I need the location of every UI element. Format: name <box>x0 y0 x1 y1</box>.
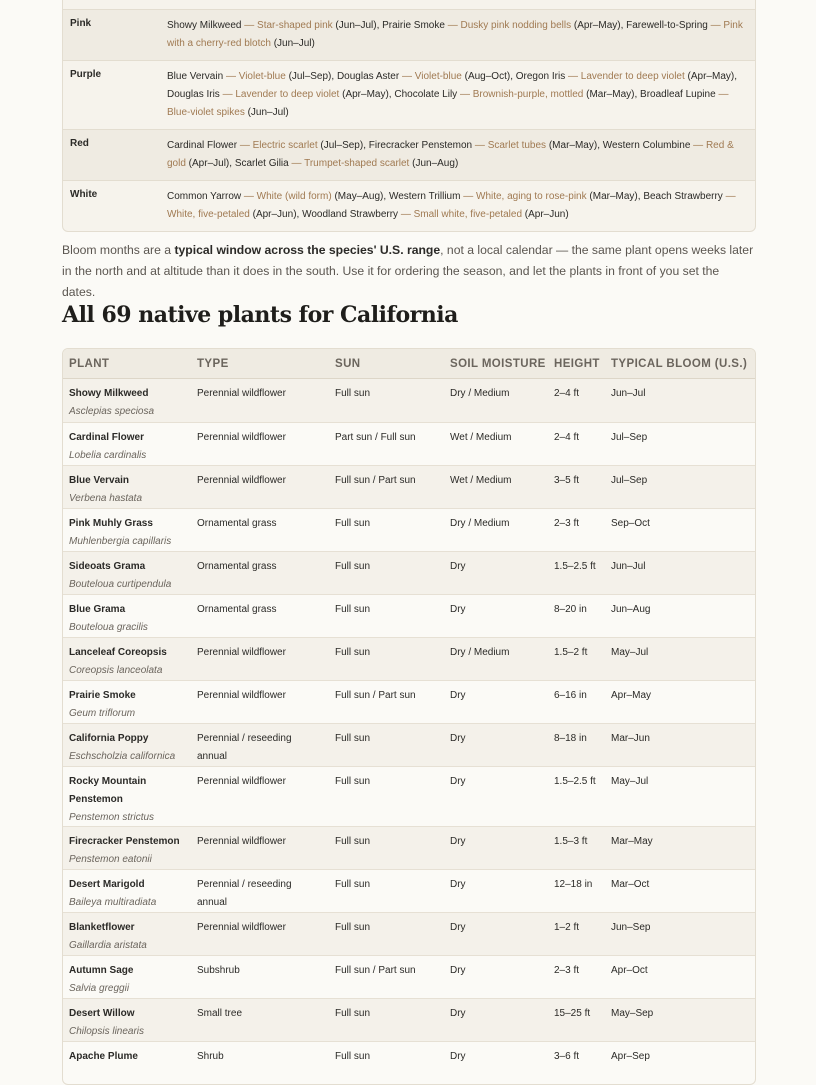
sun-cell: Full sun / Part sun <box>335 965 416 976</box>
type-cell: Ornamental grass <box>197 561 277 572</box>
plant-color-desc: — Red & gold <box>167 140 734 169</box>
bloom-cell: Mar–Oct <box>611 879 650 890</box>
color-label: Red <box>70 138 89 149</box>
plants-table <box>62 348 756 1085</box>
bloom-cell: Jun–Aug <box>611 604 651 615</box>
plant-scientific-name: Lobelia cardinalis <box>69 450 147 461</box>
height-cell: 1.5–2.5 ft <box>554 561 596 572</box>
plant-common-name[interactable]: Autumn Sage <box>69 965 134 976</box>
sun-cell: Full sun <box>335 776 371 787</box>
table-row[interactable] <box>63 1041 755 1084</box>
type-cell: Small tree <box>197 1008 243 1019</box>
bloom-months: Jul–Sep <box>323 140 360 151</box>
section-title: All 69 native plants for California <box>62 302 458 328</box>
table-row[interactable] <box>63 379 755 422</box>
color-label <box>63 0 167 9</box>
color-desc-text: Dusky pink nodding bells <box>460 20 572 31</box>
bloom-cell: Jun–Jul <box>611 388 646 399</box>
plant-cell <box>63 730 197 766</box>
type-cell: Perennial / reseeding annual <box>197 879 292 908</box>
plant-name[interactable]: Beach Strawberry <box>643 191 723 202</box>
bloom-cell: Apr–Oct <box>611 965 648 976</box>
plant-name[interactable]: Chocolate Lily <box>394 89 458 100</box>
color-row <box>63 60 755 129</box>
plant-color-desc: — Violet-blue <box>401 71 462 82</box>
plant-name[interactable]: Firecracker Penstemon <box>368 140 473 151</box>
note-text-end: , not a local calendar — the same plant opens weeks later in the north and at altitude than it does in the south. Use it for ordering the season, and let the plants in front of you set the dates. <box>62 243 754 299</box>
type-cell: Ornamental grass <box>197 518 277 529</box>
col-type[interactable]: TYPE <box>197 357 229 370</box>
plant-common-name[interactable]: Desert Willow <box>69 1008 135 1019</box>
color-desc-text: Lavender to deep violet <box>235 89 340 100</box>
color-row <box>63 180 755 231</box>
table-row[interactable] <box>63 422 755 465</box>
sun-cell: Full sun / Part sun <box>335 690 416 701</box>
plant-color-desc: — Brownish-purple, mottled <box>459 89 584 100</box>
col-height[interactable]: HEIGHT <box>554 357 600 370</box>
table-row[interactable] <box>63 869 755 912</box>
sun-cell: Full sun <box>335 1051 371 1062</box>
table-row[interactable] <box>63 508 755 551</box>
plant-scientific-name: Gaillardia aristata <box>69 940 147 951</box>
plant-common-name[interactable]: Blue Vervain <box>69 475 130 486</box>
plant-cell <box>63 429 197 465</box>
plant-cell <box>63 385 197 422</box>
plant-common-name[interactable]: Apache Plume <box>69 1051 138 1062</box>
plant-scientific-name: Eschscholzia californica <box>69 751 176 762</box>
plant-cell <box>63 1005 197 1041</box>
plant-scientific-name: Verbena hastata <box>69 493 143 504</box>
plant-common-name[interactable]: Sideoats Grama <box>69 561 146 572</box>
plant-cell <box>63 687 197 723</box>
plant-common-name[interactable]: Pink Muhly Grass <box>69 518 153 529</box>
plant-common-name[interactable]: Desert Marigold <box>69 879 145 890</box>
bloom-cell: Jul–Sep <box>611 432 648 443</box>
note-text: Bloom months are a <box>62 243 175 257</box>
type-cell: Perennial wildflower <box>197 475 286 486</box>
sun-cell: Full sun / Part sun <box>335 475 416 486</box>
height-cell: 8–18 in <box>554 733 587 744</box>
color-desc-text: Violet-blue <box>414 71 462 82</box>
plant-cell <box>63 1048 197 1084</box>
height-cell: 1.5–2 ft <box>554 647 588 658</box>
soil-cell: Dry <box>450 690 466 701</box>
bloom-months: Jun–Jul <box>338 20 374 31</box>
soil-cell: Dry <box>450 879 466 890</box>
color-label: Pink <box>70 18 92 29</box>
bloom-months: May–Aug <box>337 191 381 202</box>
bloom-note <box>62 240 754 303</box>
plant-name[interactable]: Blue Vervain <box>167 71 224 82</box>
soil-cell: Dry / Medium <box>450 518 510 529</box>
plant-name[interactable]: Douglas Aster <box>336 71 400 82</box>
color-desc-text: Lavender to deep violet <box>580 71 685 82</box>
soil-cell: Dry <box>450 1008 466 1019</box>
plant-cell <box>63 876 197 912</box>
plant-cell <box>63 472 197 508</box>
plant-name[interactable]: Cardinal Flower <box>167 140 238 151</box>
bloom-cell: May–Jul <box>611 776 649 787</box>
type-cell: Perennial wildflower <box>197 690 286 701</box>
plant-common-name[interactable]: Rocky Mountain Penstemon <box>69 776 147 805</box>
plant-cell <box>63 558 197 594</box>
plant-scientific-name: Chilopsis linearis <box>69 1026 145 1037</box>
col-sun[interactable]: SUN <box>335 357 361 370</box>
plant-name[interactable]: Western Columbine <box>602 140 691 151</box>
plant-cell <box>63 773 197 826</box>
col-plant[interactable]: PLANT <box>69 357 110 370</box>
table-row[interactable] <box>63 551 755 594</box>
color-desc-text: Red & gold <box>167 140 734 169</box>
sun-cell: Full sun <box>335 561 371 572</box>
plant-color-desc: — Lavender to deep violet <box>568 71 685 82</box>
soil-cell: Dry <box>450 922 466 933</box>
height-cell: 3–5 ft <box>554 475 580 486</box>
height-cell: 15–25 ft <box>554 1008 591 1019</box>
plant-name[interactable]: Douglas Iris <box>167 89 220 100</box>
plant-common-name[interactable]: Blue Grama <box>69 604 126 615</box>
bloom-months: Mar–May <box>589 89 632 100</box>
height-cell: 1.5–2.5 ft <box>554 776 596 787</box>
plant-color-desc: — Trumpet-shaped scarlet <box>291 158 410 169</box>
bloom-cell: May–Sep <box>611 1008 654 1019</box>
sun-cell: Full sun <box>335 922 371 933</box>
plant-color-desc: — White, five-petaled <box>167 191 736 220</box>
plant-common-name[interactable]: Cardinal Flower <box>69 432 145 443</box>
bloom-cell: Mar–Jun <box>611 733 650 744</box>
plant-common-name[interactable]: Prairie Smoke <box>69 690 136 701</box>
plant-color-desc: — Electric scarlet <box>239 140 318 151</box>
sun-cell: Full sun <box>335 647 371 658</box>
color-plants: Common Yarrow — White (wild form) (May–Aug), Western Trillium — White, aging to rose-pink (Mar–May), Beach Strawberry — White, five-petaled (Apr–Jun), Woodland Strawberry — Small white, five-petaled (Apr–Jun) <box>167 191 736 220</box>
bloom-cell: May–Jul <box>611 647 649 658</box>
soil-cell: Dry / Medium <box>450 647 510 658</box>
plant-color-desc: — Small white, five-petaled <box>400 209 523 220</box>
plant-color-desc: — Dusky pink nodding bells <box>447 20 572 31</box>
plant-color-desc: — Pink with a cherry-red blotch <box>167 20 743 49</box>
plant-scientific-name: Baileya multiradiata <box>69 897 157 908</box>
plant-cell <box>63 515 197 551</box>
table-row[interactable] <box>63 955 755 998</box>
plant-common-name[interactable]: Blanketflower <box>69 922 135 933</box>
bloom-cell: Jun–Jul <box>611 561 646 572</box>
sun-cell: Full sun <box>335 879 371 890</box>
sun-cell: Full sun <box>335 388 371 399</box>
height-cell: 1.5–3 ft <box>554 836 588 847</box>
bloom-cell: Mar–May <box>611 836 653 847</box>
plant-name[interactable]: Scarlet Gilia <box>234 158 289 169</box>
bloom-cell: Jun–Sep <box>611 922 651 933</box>
table-row[interactable] <box>63 465 755 508</box>
soil-cell: Dry / Medium <box>450 388 510 399</box>
color-plants: Cardinal Flower — Electric scarlet (Jul–Sep), Firecracker Penstemon — Scarlet tubes (Mar–May), Western Columbine — Red & gold (Apr–Jul), Scarlet Gilia — Trumpet-shaped scarlet (Jun–Aug) <box>167 140 734 169</box>
color-desc-text: Pink with a cherry-red blotch <box>167 20 743 49</box>
plant-cell <box>63 962 197 998</box>
plant-scientific-name: Penstemon eatonii <box>69 854 152 865</box>
color-plants: Showy Milkweed — Star-shaped pink (Jun–Jul), Prairie Smoke — Dusky pink nodding bells (Apr–May), Farewell-to-Spring — Pink with a cherry-red blotch (Jun–Jul) <box>167 20 743 49</box>
bloom-months: Jun–Jul <box>277 38 312 49</box>
height-cell: 2–4 ft <box>554 432 580 443</box>
bloom-cell: Jul–Sep <box>611 475 648 486</box>
plant-common-name[interactable]: Lanceleaf Coreopsis <box>69 647 167 658</box>
color-desc-text: Scarlet tubes <box>487 140 547 151</box>
bloom-cell: Apr–Sep <box>611 1051 650 1062</box>
plant-color-desc: — Violet-blue <box>225 71 286 82</box>
table-body <box>63 379 755 1084</box>
note-emphasis: typical window across the species' U.S. range <box>174 243 441 257</box>
type-cell: Subshrub <box>197 965 240 976</box>
sun-cell: Full sun <box>335 518 371 529</box>
sun-cell: Full sun <box>335 604 371 615</box>
color-row <box>63 9 755 60</box>
plant-name[interactable]: Showy Milkweed <box>167 20 242 31</box>
table-row[interactable] <box>63 766 755 826</box>
color-plants: Blue Vervain — Violet-blue (Jul–Sep), Douglas Aster — Violet-blue (Aug–Oct), Oregon Iris — Lavender to deep violet (Apr–May), Douglas Iris — Lavender to deep violet (Apr–May), Chocolate Lily — Brownish-purple, mottled (Mar–May), Broadleaf Lupine — Blue-violet spikes (Jun–Jul) <box>167 71 737 118</box>
height-cell: 8–20 in <box>554 604 587 615</box>
sun-cell: Full sun <box>335 1008 371 1019</box>
table-row[interactable] <box>63 680 755 723</box>
color-row <box>63 0 755 9</box>
plant-name[interactable]: Broadleaf Lupine <box>640 89 716 100</box>
type-cell: Perennial / reseeding annual <box>197 733 292 762</box>
plant-name[interactable]: Woodland Strawberry <box>302 209 399 220</box>
soil-cell: Dry <box>450 561 466 572</box>
color-desc-text: Blue-violet spikes <box>167 107 245 118</box>
bloom-cell: Sep–Oct <box>611 518 650 529</box>
plant-scientific-name: Bouteloua curtipendula <box>69 579 172 590</box>
type-cell: Perennial wildflower <box>197 388 286 399</box>
plant-name[interactable]: Western Trillium <box>388 191 461 202</box>
bloom-months: Mar–May <box>592 191 635 202</box>
plant-color-desc: — Blue-violet spikes <box>167 89 729 118</box>
type-cell: Ornamental grass <box>197 604 277 615</box>
plant-common-name[interactable]: Firecracker Penstemon <box>69 836 180 847</box>
type-cell: Perennial wildflower <box>197 922 286 933</box>
bloom-months: Apr–May <box>577 20 618 31</box>
table-row[interactable] <box>63 594 755 637</box>
type-cell: Shrub <box>197 1051 224 1062</box>
type-cell: Perennial wildflower <box>197 647 286 658</box>
table-row[interactable] <box>63 998 755 1041</box>
color-desc-text: Violet-blue <box>238 71 286 82</box>
plant-color-desc: — Scarlet tubes <box>474 140 547 151</box>
plant-color-desc: — White, aging to rose-pink <box>463 191 587 202</box>
height-cell: 2–3 ft <box>554 965 580 976</box>
height-cell: 6–16 in <box>554 690 587 701</box>
table-row[interactable] <box>63 826 755 869</box>
bloom-months: Apr–May <box>345 89 386 100</box>
color-desc-text: White (wild form) <box>256 191 332 202</box>
sun-cell: Full sun <box>335 836 371 847</box>
type-cell: Perennial wildflower <box>197 836 286 847</box>
soil-cell: Dry <box>450 604 466 615</box>
plant-cell <box>63 644 197 680</box>
bloom-months: Apr–Jun <box>255 209 294 220</box>
height-cell: 2–4 ft <box>554 388 580 399</box>
plant-name[interactable]: Prairie Smoke <box>382 20 445 31</box>
plant-scientific-name: Muhlenbergia capillaris <box>69 536 172 547</box>
plant-name[interactable]: Common Yarrow <box>167 191 242 202</box>
bloom-months: Apr–Jun <box>528 209 566 220</box>
bloom-months: Apr–Jul <box>192 158 226 169</box>
soil-cell: Dry <box>450 1051 466 1062</box>
soil-cell: Wet / Medium <box>450 432 512 443</box>
color-desc-text: Brownish-purple, mottled <box>472 89 584 100</box>
color-desc-text: Star-shaped pink <box>257 20 333 31</box>
plant-scientific-name: Salvia greggii <box>69 983 130 994</box>
height-cell: 3–6 ft <box>554 1051 580 1062</box>
bloom-months: Jun–Jul <box>250 107 286 118</box>
plant-color-desc: — White (wild form) <box>243 191 332 202</box>
soil-cell: Dry <box>450 965 466 976</box>
sun-cell: Part sun / Full sun <box>335 432 416 443</box>
height-cell: 12–18 in <box>554 879 593 890</box>
bloom-months: Mar–May <box>552 140 594 151</box>
bloom-months: Jul–Sep <box>291 71 329 82</box>
table-row[interactable] <box>63 637 755 680</box>
plant-cell <box>63 601 197 637</box>
plant-name[interactable]: Oregon Iris <box>515 71 566 82</box>
plant-cell <box>63 833 197 869</box>
col-bloom[interactable]: TYPICAL BLOOM (U.S.) <box>611 357 748 370</box>
plant-name[interactable]: Farewell-to-Spring <box>626 20 708 31</box>
color-label: Purple <box>70 69 102 80</box>
table-row[interactable] <box>63 723 755 766</box>
type-cell: Perennial wildflower <box>197 776 286 787</box>
col-soil[interactable]: SOIL MOISTURE <box>450 357 546 370</box>
soil-cell: Dry <box>450 776 466 787</box>
soil-cell: Dry <box>450 733 466 744</box>
bloom-months: Aug–Oct <box>467 71 507 82</box>
plant-scientific-name: Coreopsis lanceolata <box>69 665 163 676</box>
bloom-months: Apr–May <box>690 71 731 82</box>
soil-cell: Wet / Medium <box>450 475 512 486</box>
plant-scientific-name: Penstemon strictus <box>69 812 155 823</box>
color-desc-text: Electric scarlet <box>252 140 318 151</box>
type-cell: Perennial wildflower <box>197 432 286 443</box>
plant-color-desc: — Star-shaped pink <box>244 20 333 31</box>
plant-common-name[interactable]: California Poppy <box>69 733 149 744</box>
table-row[interactable] <box>63 912 755 955</box>
table-header <box>63 349 755 379</box>
plant-scientific-name: Asclepias speciosa <box>69 406 155 417</box>
plant-scientific-name: Geum triflorum <box>69 708 136 719</box>
color-table <box>62 0 756 232</box>
bloom-cell: Apr–May <box>611 690 652 701</box>
color-desc-text: Trumpet-shaped scarlet <box>304 158 410 169</box>
plant-cell <box>63 919 197 955</box>
color-desc-text: Small white, five-petaled <box>413 209 523 220</box>
color-desc-text: White, aging to rose-pink <box>476 191 587 202</box>
bloom-months: Jun–Aug <box>415 158 455 169</box>
plant-scientific-name: Bouteloua gracilis <box>69 622 148 633</box>
color-plants <box>167 0 755 9</box>
sun-cell: Full sun <box>335 733 371 744</box>
height-cell: 1–2 ft <box>554 922 580 933</box>
height-cell: 2–3 ft <box>554 518 580 529</box>
plant-common-name[interactable]: Showy Milkweed <box>69 388 149 399</box>
plant-color-desc: — Lavender to deep violet <box>222 89 340 100</box>
color-label: White <box>70 189 98 200</box>
color-desc-text: White, five-petaled <box>167 209 250 220</box>
color-row <box>63 129 755 180</box>
soil-cell: Dry <box>450 836 466 847</box>
